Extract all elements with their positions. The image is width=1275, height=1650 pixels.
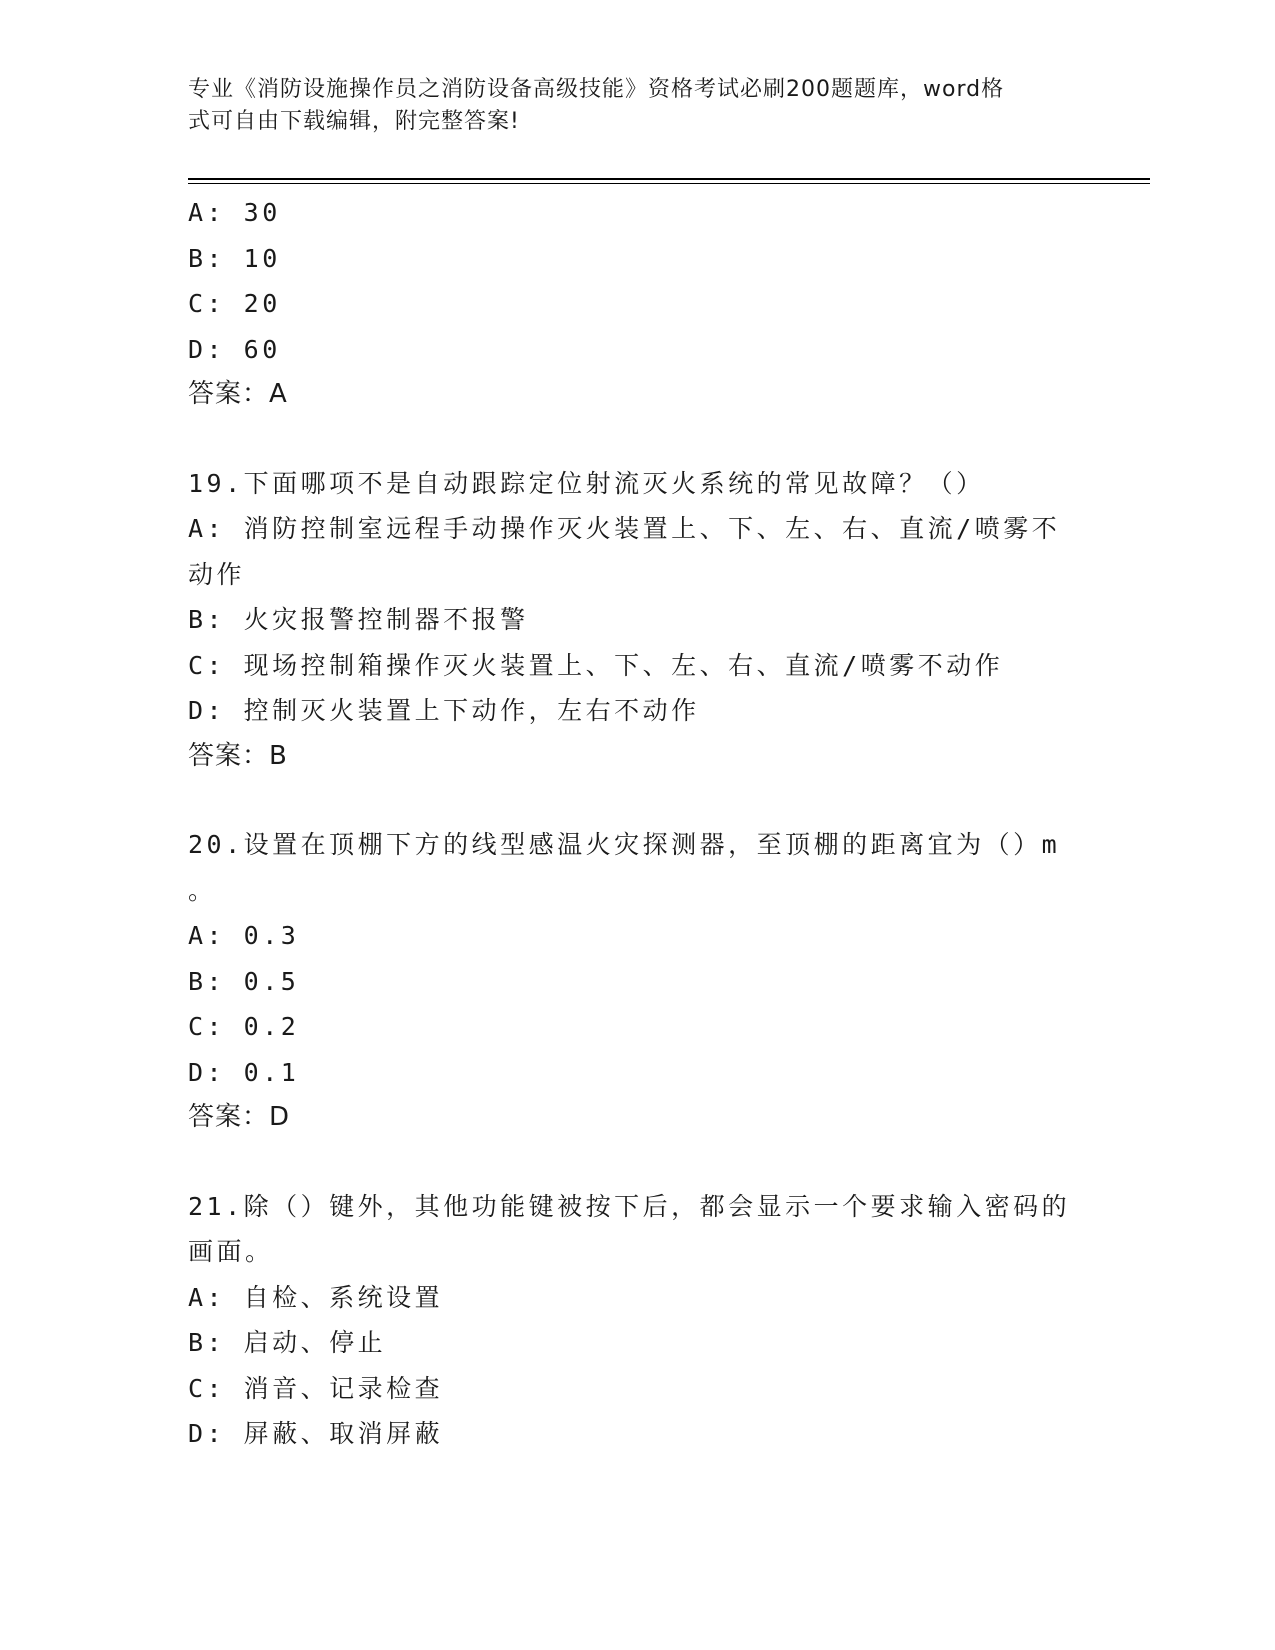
question-text-line-2: 。 (188, 875, 217, 905)
question-text-line-2: 画面。 (188, 1237, 274, 1266)
option-d: D: 控制灭火装置上下动作，左右不动作 (188, 696, 700, 725)
option-a-line-1: A: 消防控制室远程手动操作灭火装置上、下、左、右、直流/喷雾不 (188, 514, 1061, 543)
question-20-block (188, 822, 1088, 1141)
question-text-line-1: 21.除（）键外，其他功能键被按下后，都会显示一个要求输入密码的 (188, 1191, 1071, 1221)
question-text: 19.下面哪项不是自动跟踪定位射流灭火系统的常见故障？（） (188, 468, 985, 498)
spacer (188, 779, 1088, 822)
option-b: B: 火灾报警控制器不报警 (188, 605, 529, 634)
option-b: B: 0.5 (188, 966, 300, 996)
option-a: A: 0.3 (188, 921, 300, 950)
option-c: C: 现场控制箱操作灭火装置上、下、左、右、直流/喷雾不动作 (188, 650, 1004, 680)
option-c: C: 0.2 (188, 1012, 300, 1041)
question-18-block (188, 190, 1088, 418)
option-a: A: 自检、系统设置 (188, 1282, 444, 1312)
option-d: D: 0.1 (188, 1057, 300, 1087)
spacer (188, 1141, 1088, 1184)
answer-line: 答案：A (188, 379, 288, 409)
question-19-block (188, 461, 1088, 780)
option-c: C: 20 (188, 289, 281, 318)
header-line-2: 式可自由下载编辑，附完整答案! (188, 109, 520, 134)
header-divider-thick (188, 178, 1150, 180)
spacer (188, 418, 1088, 461)
document-header (188, 74, 1068, 138)
header-line-1: 专业《消防设施操作员之消防设备高级技能》资格考试必刷200题题库，word格 (188, 77, 1005, 102)
option-a-line-2: 动作 (188, 559, 246, 589)
question-21-block (188, 1184, 1088, 1457)
answer-line: 答案：D (188, 1102, 291, 1132)
answer-line: 答案：B (188, 740, 288, 771)
option-d: D: 屏蔽、取消屏蔽 (188, 1419, 444, 1448)
question-text-line-1: 20.设置在顶棚下方的线型感温火灾探测器，至顶棚的距离宜为（）m (188, 830, 1061, 859)
option-b: B: 10 (188, 243, 281, 273)
header-divider-thin (188, 183, 1150, 184)
option-b: B: 启动、停止 (188, 1328, 387, 1357)
option-d: D: 60 (188, 334, 281, 364)
question-content (188, 190, 1088, 1457)
option-a: A: 30 (188, 198, 281, 227)
option-c: C: 消音、记录检查 (188, 1373, 444, 1403)
